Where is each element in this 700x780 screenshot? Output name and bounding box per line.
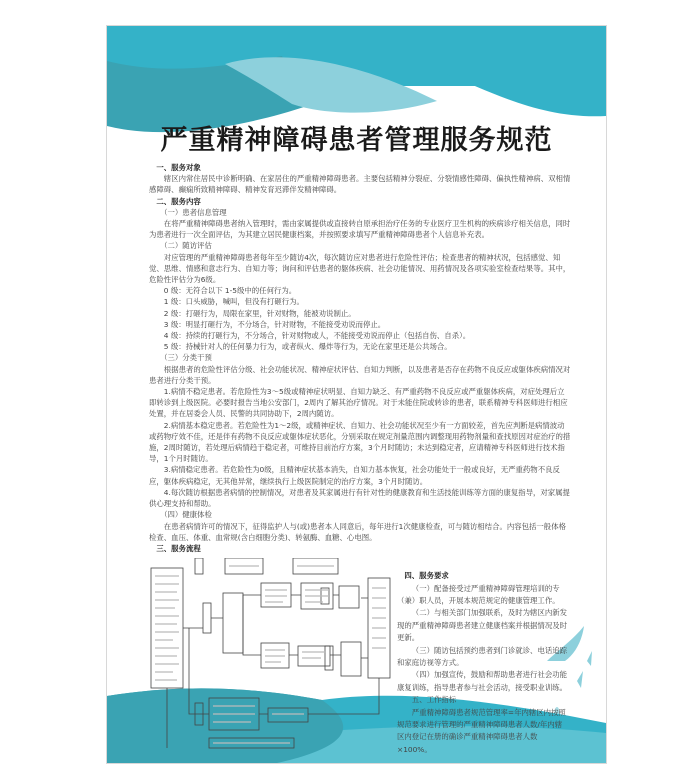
- paragraph: 4.每次随访根据患者病情的控制情况，对患者及其家属进行有针对性的健康教育和生活技能训练等方面的康复指导，对家属提供心理支持和帮助。: [149, 487, 570, 509]
- paragraph: 严重精神障碍患者规范管理率=年内辖区内按照规范要求进行管理的严重精神障碍患者人数/年内辖区内登记在册的确诊严重精神障碍患者人数×100%。: [397, 707, 566, 754]
- poster: [106, 25, 607, 764]
- paragraph: 根据患者的危险性评估分级、社会功能状况、精神症状评估、自知力判断，以及患者是否存在药物不良反应或躯体疾病情况对患者进行分类干预。: [149, 364, 571, 385]
- paragraph: （四）加强宣传，鼓励和帮助患者进行社会功能康复训练，指导患者参与社会活动，接受职业训练。: [397, 670, 568, 692]
- requirements-column: [397, 570, 569, 756]
- subheading: （一）患者信息管理: [160, 207, 227, 217]
- section-heading: 四、服务要求: [404, 571, 449, 581]
- section-heading: 五、工作指标: [411, 695, 457, 705]
- paragraph: （三）随访包括预约患者到门诊就诊、电话追踪和家庭访视等方式。: [397, 645, 568, 667]
- main-text: [149, 162, 571, 554]
- risk-level: 5 级：持械针对人的任何暴力行为，或者纵火、爆炸等行为，无论在家里还是公共场合。: [163, 342, 452, 352]
- paragraph: 在患者病情许可的情况下，征得监护人与(或)患者本人同意后，每年进行1次健康检查，可与随访相结合。内容包括一般体格检查、血压、体重、血常规(含白细胞分类)、转氨酶、血糖、心电图。: [149, 521, 566, 542]
- subheading: （二）随访评估: [160, 241, 212, 251]
- service-flowchart: [143, 558, 393, 753]
- flow-and-requirements: [143, 558, 571, 756]
- risk-level: 4 级：持续的打砸行为，不分场合，针对财物或人，不能接受劝说而停止（包括自伤、自杀）。: [163, 331, 471, 341]
- risk-level: 3 级：明显打砸行为，不分场合，针对财物，不能接受劝说而停止。: [163, 319, 386, 329]
- section-heading: 三、服务流程: [156, 543, 201, 553]
- risk-level: 1 级：口头威胁，喊叫，但没有打砸行为。: [163, 297, 304, 307]
- flowchart-illegible-text: [155, 566, 386, 743]
- paragraph: 1.病情不稳定患者。若危险性为3～5级或精神症状明显、自知力缺乏、有严重药物不良反应或严重躯体疾病，对症处理后立即转诊到上级医院。必要时报告当地公安部门，2周内了解其治疗情况。对于未能住院或转诊的患者，联系精神专科医师进行相应处置，并在居委会人员、民警的共同协助下，2周内随访。: [149, 387, 568, 419]
- risk-level: 0 级：无符合以下 1-5级中的任何行为。: [163, 286, 297, 296]
- page-title: 严重精神障碍患者管理服务规范: [160, 125, 553, 156]
- paragraph: 辖区内常住居民中诊断明确、在家居住的严重精神障碍患者。主要包括精神分裂症、分裂情感性障碍、偏执性精神病、双相情感障碍、癫痫所致精神障碍、精神发育迟滞伴发精神障碍。: [149, 174, 571, 195]
- paragraph: （一）配备接受过严重精神障碍管理培训的专（兼）职人员，开展本规范规定的健康管理工作。: [397, 583, 560, 605]
- paragraph: 对应管理的严重精神障碍患者每年至少随访4次，每次随访应对患者进行危险性评估；检查患者的精神状况，包括感觉、知觉、思维、情感和意志行为、自知力等；询问和评估患者的躯体疾病、社会功能情况、用药情况及各项实验室检查结果等。其中，危险性评估分为6级。: [149, 252, 571, 285]
- subheading: （三）分类干预: [160, 353, 212, 363]
- flowchart-boxes: [151, 558, 390, 748]
- paragraph: 在将严重精神障碍患者纳入管理时，需由家属提供或直接转自原承担治疗任务的专业医疗卫生机构的疾病诊疗相关信息，同时为患者进行一次全面评估，为其建立居民健康档案，并按照要求填写严重精神障碍患者个人信息补充表。: [149, 219, 571, 240]
- risk-level: 2 级：打砸行为，局限在家里，针对财物，能被劝说制止。: [163, 308, 356, 318]
- paragraph: 3.病情稳定患者。若危险性为0级，且精神症状基本消失，自知力基本恢复，社会功能处于一般或良好，无严重药物不良反应，躯体疾病稳定，无其他异常，继续执行上级医院制定的治疗方案，3个月时随访。: [149, 465, 560, 486]
- subheading: （四）健康体检: [160, 510, 212, 520]
- content-column: [143, 162, 571, 756]
- paragraph: 2.病情基本稳定患者。若危险性为1～2级，或精神症状、自知力、社会功能状况至少有一方面较差，首先应判断是病情波动或药物疗效不佳，还是伴有药物不良反应或躯体症状恶化，分别采取在规定剂量范围内调整现用药物剂量和查找原因对症治疗的措施，2周时随访，若处理后病情趋于稳定者，可维持目前治疗方案，3个月时随访；未达到稳定者，应请精神专科医师进行技术指导，1个月时随访。: [149, 420, 571, 464]
- section-heading: 一、服务对象: [156, 163, 201, 172]
- paragraph: （二）与相关部门加强联系，及时为辖区内新发现的严重精神障碍患者建立健康档案并根据情况及时更新。: [397, 608, 568, 643]
- section-heading: 二、服务内容: [156, 196, 201, 206]
